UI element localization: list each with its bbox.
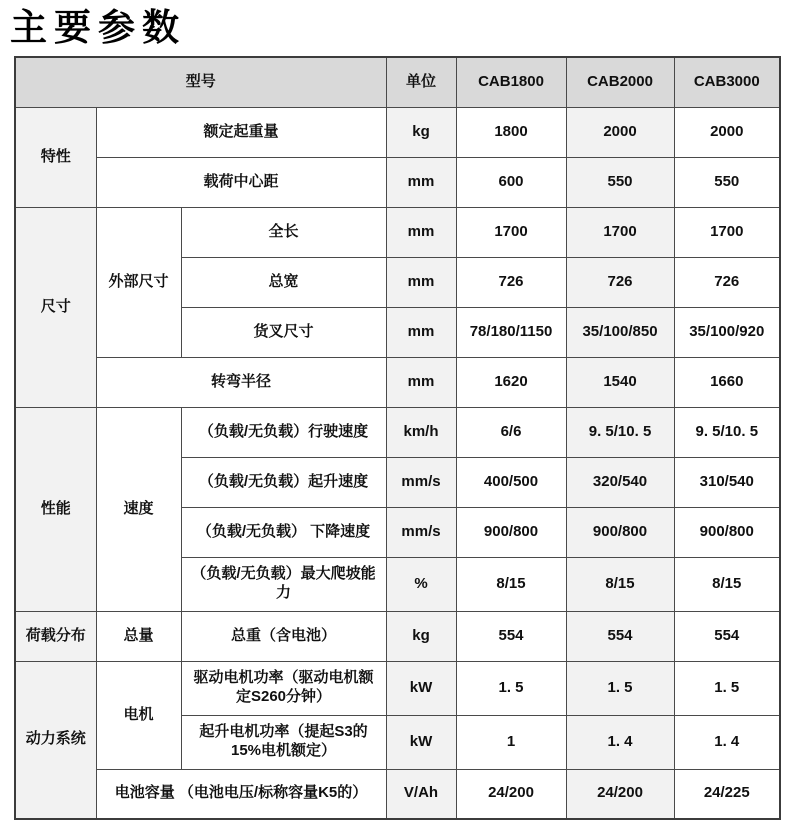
unit-cell: V/Ah [386,769,456,819]
value-cell: 900/800 [566,507,674,557]
value-cell: 554 [674,611,780,661]
value-cell: 1700 [674,207,780,257]
row-label: 起升电机功率（提起S3的15%电机额定） [181,715,386,769]
table-header-row [15,57,780,107]
value-cell: 1. 5 [674,661,780,715]
value-cell: 1540 [566,357,674,407]
row-label: （负载/无负载）起升速度 [181,457,386,507]
table-row [15,769,780,819]
row-label: （负载/无负载）行驶速度 [181,407,386,457]
value-cell: 550 [566,157,674,207]
unit-cell: mm/s [386,457,456,507]
unit-cell: kW [386,715,456,769]
value-cell: 1800 [456,107,566,157]
value-cell: 726 [456,257,566,307]
value-cell: 900/800 [674,507,780,557]
value-cell: 600 [456,157,566,207]
value-cell: 1. 4 [674,715,780,769]
row-label: （负载/无负载）最大爬坡能力 [181,557,386,611]
section-cell-characteristics: 特性 [15,107,96,207]
spec-table [14,56,781,820]
table-row [15,107,780,157]
row-label: 额定起重量 [96,107,386,157]
value-cell: 726 [674,257,780,307]
row-label: 驱动电机功率（驱动电机额定S260分钟） [181,661,386,715]
value-cell: 2000 [674,107,780,157]
row-label: （负载/无负载） 下降速度 [181,507,386,557]
header-cell-cab2000: CAB2000 [566,57,674,107]
value-cell: 2000 [566,107,674,157]
row-label: 电池容量 （电池电压/标称容量K5的） [96,769,386,819]
unit-cell: mm [386,257,456,307]
row-label: 总重（含电池） [181,611,386,661]
unit-cell: mm [386,307,456,357]
unit-cell: kg [386,611,456,661]
value-cell: 1. 4 [566,715,674,769]
table-row [15,357,780,407]
header-cell-unit: 单位 [386,57,456,107]
header-cell-cab1800: CAB1800 [456,57,566,107]
value-cell: 6/6 [456,407,566,457]
value-cell: 1. 5 [456,661,566,715]
section-cell-performance: 性能 [15,407,96,611]
unit-cell: kg [386,107,456,157]
value-cell: 554 [566,611,674,661]
row-label: 总宽 [181,257,386,307]
table-row [15,157,780,207]
value-cell: 35/100/850 [566,307,674,357]
row-label: 全长 [181,207,386,257]
value-cell: 1660 [674,357,780,407]
value-cell: 1 [456,715,566,769]
unit-cell: kW [386,661,456,715]
value-cell: 726 [566,257,674,307]
table-row [15,611,780,661]
value-cell: 310/540 [674,457,780,507]
value-cell: 8/15 [674,557,780,611]
value-cell: 24/200 [566,769,674,819]
section-cell-power-system: 动力系统 [15,661,96,819]
value-cell: 1700 [566,207,674,257]
value-cell: 9. 5/10. 5 [566,407,674,457]
header-cell-cab3000: CAB3000 [674,57,780,107]
value-cell: 24/225 [674,769,780,819]
unit-cell: mm [386,157,456,207]
row-label: 载荷中心距 [96,157,386,207]
value-cell: 550 [674,157,780,207]
value-cell: 1. 5 [566,661,674,715]
group-cell-total: 总量 [96,611,181,661]
value-cell: 554 [456,611,566,661]
unit-cell: % [386,557,456,611]
section-cell-load-distribution: 荷载分布 [15,611,96,661]
row-label: 转弯半径 [96,357,386,407]
table-row [15,407,780,457]
page-title: 主要参数 [10,7,186,48]
table-row [15,207,780,257]
table-row [15,661,780,715]
value-cell: 1620 [456,357,566,407]
value-cell: 900/800 [456,507,566,557]
value-cell: 24/200 [456,769,566,819]
header-cell-model: 型号 [15,57,386,107]
unit-cell: mm/s [386,507,456,557]
value-cell: 320/540 [566,457,674,507]
unit-cell: mm [386,207,456,257]
value-cell: 35/100/920 [674,307,780,357]
unit-cell: mm [386,357,456,407]
group-cell-speed: 速度 [96,407,181,611]
group-cell-motor: 电机 [96,661,181,769]
row-label: 货叉尺寸 [181,307,386,357]
value-cell: 1700 [456,207,566,257]
group-cell-outer-dimensions: 外部尺寸 [96,207,181,357]
value-cell: 9. 5/10. 5 [674,407,780,457]
value-cell: 400/500 [456,457,566,507]
value-cell: 8/15 [456,557,566,611]
value-cell: 78/180/1150 [456,307,566,357]
value-cell: 8/15 [566,557,674,611]
section-cell-dimensions: 尺寸 [15,207,96,407]
unit-cell: km/h [386,407,456,457]
